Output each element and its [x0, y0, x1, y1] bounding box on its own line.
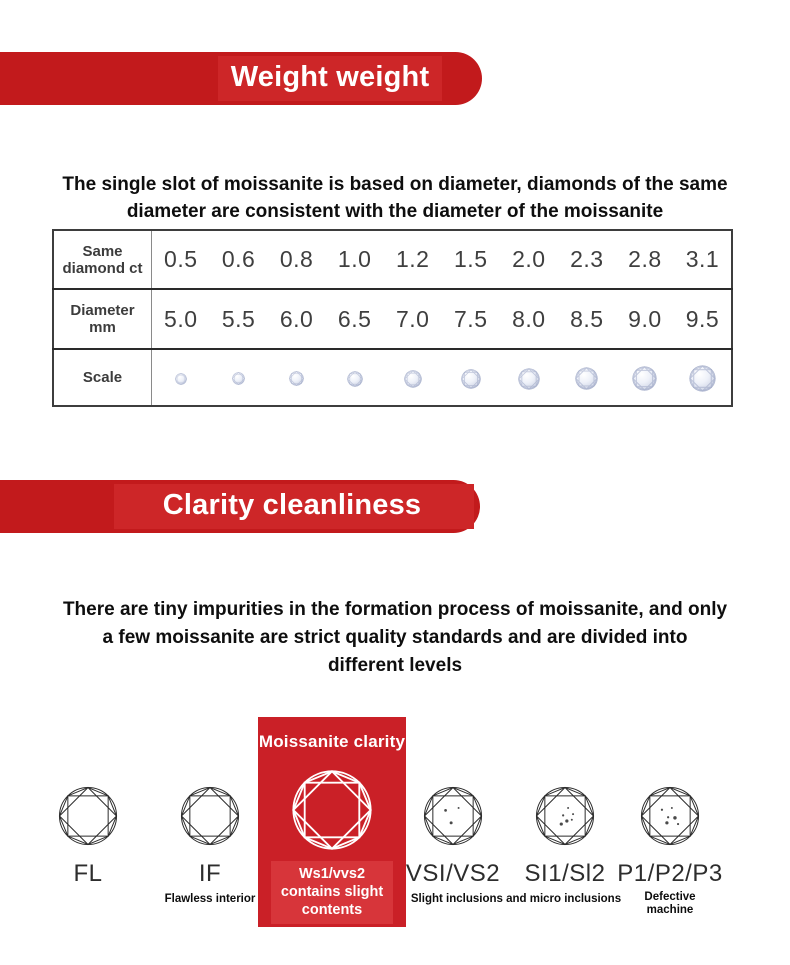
clarity-grade-label: IF	[198, 860, 222, 887]
size-table-cell: 9.0	[616, 289, 674, 349]
clarity-grade-label: P1/P2/P3	[617, 860, 723, 887]
inclusion-dot	[665, 821, 668, 824]
diamond-clarity-diagram	[290, 768, 374, 852]
size-table-cell: 1.0	[337, 246, 372, 272]
weight-description	[0, 171, 790, 225]
gem-scale-cell	[442, 349, 500, 406]
clarity-grade-item	[46, 700, 130, 950]
moissanite-clarity-highlight-card	[258, 717, 406, 927]
weight-section-banner	[0, 52, 482, 105]
inclusion-dot	[571, 819, 573, 821]
inclusion-dot	[562, 814, 564, 816]
gem-scale-cell	[210, 349, 268, 406]
clarity-section-title: Clarity cleanliness	[162, 488, 422, 521]
size-table-cell: 2.0	[512, 246, 546, 272]
clarity-grade-sublabel: Slight inclusions and micro inclusions	[410, 893, 622, 905]
inclusion-dot	[567, 807, 569, 809]
inclusion-dot	[444, 809, 447, 812]
description-line: The single slot of moissanite is based on diameter, diamonds of the same	[62, 174, 728, 195]
size-table-row-header: Diameter mm	[53, 289, 152, 349]
size-table-cell: 6.0	[268, 289, 326, 349]
size-table-cell: 1.2	[395, 246, 430, 272]
size-table-row	[53, 349, 732, 406]
inclusion-dot	[677, 823, 679, 825]
size-table-body	[53, 230, 732, 406]
gem-sample-photo	[404, 370, 422, 388]
weight-section-title: Weight weight	[230, 60, 430, 93]
size-table-cell: 1.5	[454, 246, 488, 272]
inclusion-dot	[565, 819, 568, 822]
description-line: diameter are consistent with the diameter of the moissanite	[126, 201, 664, 222]
size-table-row-header: Same diamond ct	[53, 230, 152, 289]
size-table-cell: 9.5	[674, 289, 732, 349]
gem-scale-cell	[500, 349, 558, 406]
inclusion-dot	[667, 816, 669, 818]
clarity-description	[0, 596, 790, 680]
gem-sample-photo	[518, 368, 540, 390]
gem-scale-cell	[558, 349, 616, 406]
size-table-cell: 8.0	[500, 289, 558, 349]
gem-sample-photo	[689, 365, 716, 392]
size-table-cell: 0.8	[279, 246, 314, 272]
size-table-cell: 7.5	[442, 289, 500, 349]
size-table-cell: 7.0	[384, 289, 442, 349]
inclusion-dot	[458, 807, 460, 809]
size-table-cell: 2.3	[570, 246, 604, 272]
description-line: There are tiny impurities in the formation process of moissanite, and only	[62, 599, 728, 620]
gem-scale-cell	[384, 349, 442, 406]
size-table-cell: 5.0	[152, 289, 210, 349]
inclusion-dot	[671, 807, 673, 809]
diamond-clarity-diagram	[534, 785, 596, 847]
diamond-clarity-diagram	[422, 785, 484, 847]
clarity-grade-item	[516, 700, 614, 950]
description-line: different levels	[327, 655, 463, 676]
size-table-cell: 0.5	[164, 246, 198, 272]
size-table	[52, 229, 733, 407]
gem-sample-photo	[347, 371, 363, 387]
clarity-grades-row	[0, 700, 790, 950]
inclusion-dot	[450, 821, 453, 824]
size-table-cell: 5.5	[210, 289, 268, 349]
size-table-cell: 2.8	[628, 246, 662, 272]
gem-scale-cell	[326, 349, 384, 406]
gem-scale-cell	[616, 349, 674, 406]
gem-sample-photo	[289, 371, 304, 386]
clarity-grade-item	[614, 700, 726, 950]
inclusion-dot	[572, 813, 574, 815]
gem-sample-photo	[575, 367, 598, 390]
size-table-row-header: Scale	[53, 349, 152, 406]
size-table-cell: 6.5	[326, 289, 384, 349]
description-line: a few moissanite are strict quality standards and are divided into	[102, 627, 688, 648]
clarity-grade-label: VSI/VS2	[405, 860, 501, 887]
size-table-cell: 3.1	[685, 246, 720, 272]
inclusion-dot	[661, 809, 663, 811]
clarity-section-banner	[0, 480, 480, 533]
size-table-cell: 8.5	[558, 289, 616, 349]
diamond-clarity-diagram	[57, 785, 119, 847]
gem-scale-cell	[674, 349, 732, 406]
inclusion-dot	[560, 822, 563, 825]
gem-scale-cell	[268, 349, 326, 406]
highlight-card-caption: Ws1/vvs2 contains slight contents	[271, 861, 393, 924]
size-table-cell: 0.6	[221, 246, 256, 272]
diamond-clarity-diagram	[639, 785, 701, 847]
clarity-grade-label: FL	[73, 860, 103, 887]
gem-sample-photo	[232, 372, 245, 385]
clarity-grade-label: SI1/Sl2	[524, 860, 606, 887]
gem-sample-photo	[632, 366, 657, 391]
inclusion-dot	[673, 816, 676, 819]
diamond-clarity-diagram	[179, 785, 241, 847]
clarity-grade-item	[163, 700, 257, 950]
gem-sample-photo	[461, 369, 481, 389]
clarity-grade-sublabel: Flawless interior	[164, 893, 256, 905]
gem-scale-cell	[152, 349, 210, 406]
highlight-card-title: Moissanite clarity	[258, 732, 406, 751]
size-table-row	[53, 230, 732, 289]
clarity-grade-sublabel: Defective machine	[644, 891, 696, 916]
size-table-row	[53, 289, 732, 349]
gem-sample-photo	[175, 373, 187, 385]
